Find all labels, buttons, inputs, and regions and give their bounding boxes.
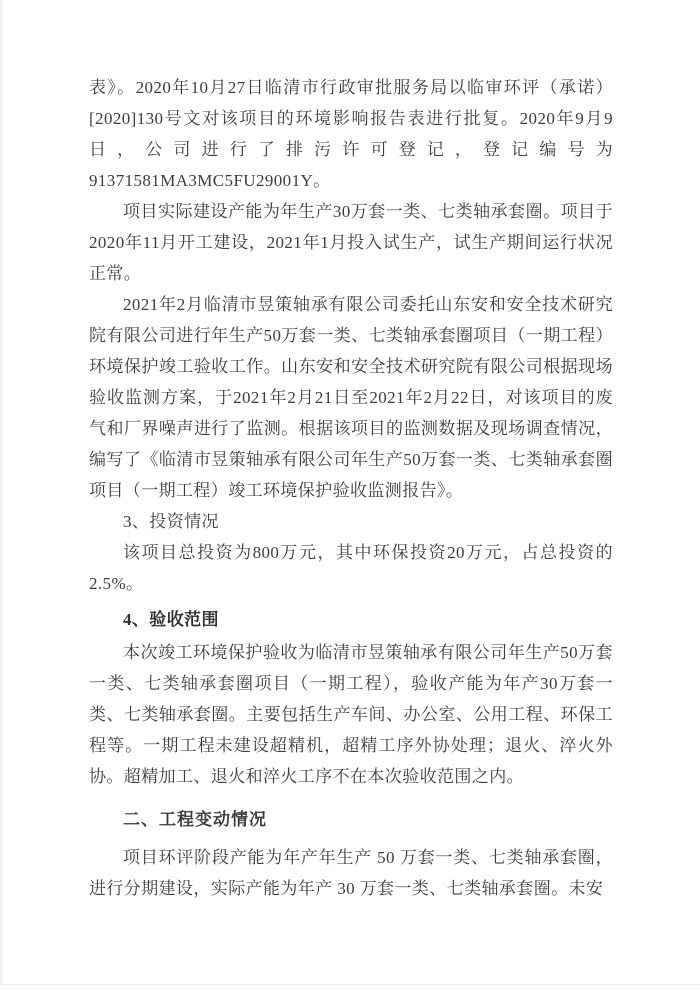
page-text-block [89, 72, 613, 904]
paragraph-actual-capacity: 项目实际建设产能为年生产30万套一类、七类轴承套圈。项目于2020年11月开工建设，2021年1月投入试生产，试生产期间运行状况正常。 [89, 202, 613, 283]
paragraph-commission-monitoring: 2021年2月临清市昱策轴承有限公司委托山东安和安全技术研究院有限公司进行年生产50万套一类、七类轴承套圈项目（一期工程）环境保护竣工验收工作。山东安和安全技术研究院有限公司根据现场验收监测方案，于2021年2月21日至2021年2月22日，对该项目的废气和厂界噪声进行了监测。根据该项目的监测数据及现场调查情况，编写了《临清市昱策轴承有限公司年生产50万套一类、七类轴承套圈项目（一期工程）竣工环境保护验收监测报告》。 [89, 295, 613, 500]
section-heading-project-changes: 二、工程变动情况 [123, 810, 267, 829]
subsection-heading-acceptance-scope: 4、验收范围 [123, 610, 219, 629]
paragraph-approval-continuation: 表》。2020年10月27日临清市行政审批服务局以临审环评（承诺）[2020]130号文对该项目的环境影响报告表进行批复。2020年9月9日，公司进行了排污许可登记，登记编号为91371581MA3MC5FU29001Y。 [89, 78, 613, 190]
page-bottom-edge-shadow [0, 984, 700, 991]
page-left-edge-shadow [0, 0, 4, 991]
subsection-heading-investment: 3、投资情况 [123, 512, 219, 531]
paragraph-acceptance-scope: 本次竣工环境保护验收为临清市昱策轴承有限公司年生产50万套一类、七类轴承套圈项目（一期工程），验收产能为年产30万套一类、七类轴承套圈。主要包括生产车间、办公室、公用工程、环保工程等。一期工程未建设超精机，超精工序外协处理；退火、淬火外协。超精加工、退火和淬火工序不在本次验收范围之内。 [89, 643, 613, 786]
paragraph-investment-amount: 该项目总投资为800万元，其中环保投资20万元，占总投资的2.5%。 [89, 543, 613, 593]
paragraph-project-changes: 项目环评阶段产能为年产年生产 50 万套一类、七类轴承套圈，进行分期建设，实际产能为年产 30 万套一类、七类轴承套圈。未安 [89, 848, 613, 898]
